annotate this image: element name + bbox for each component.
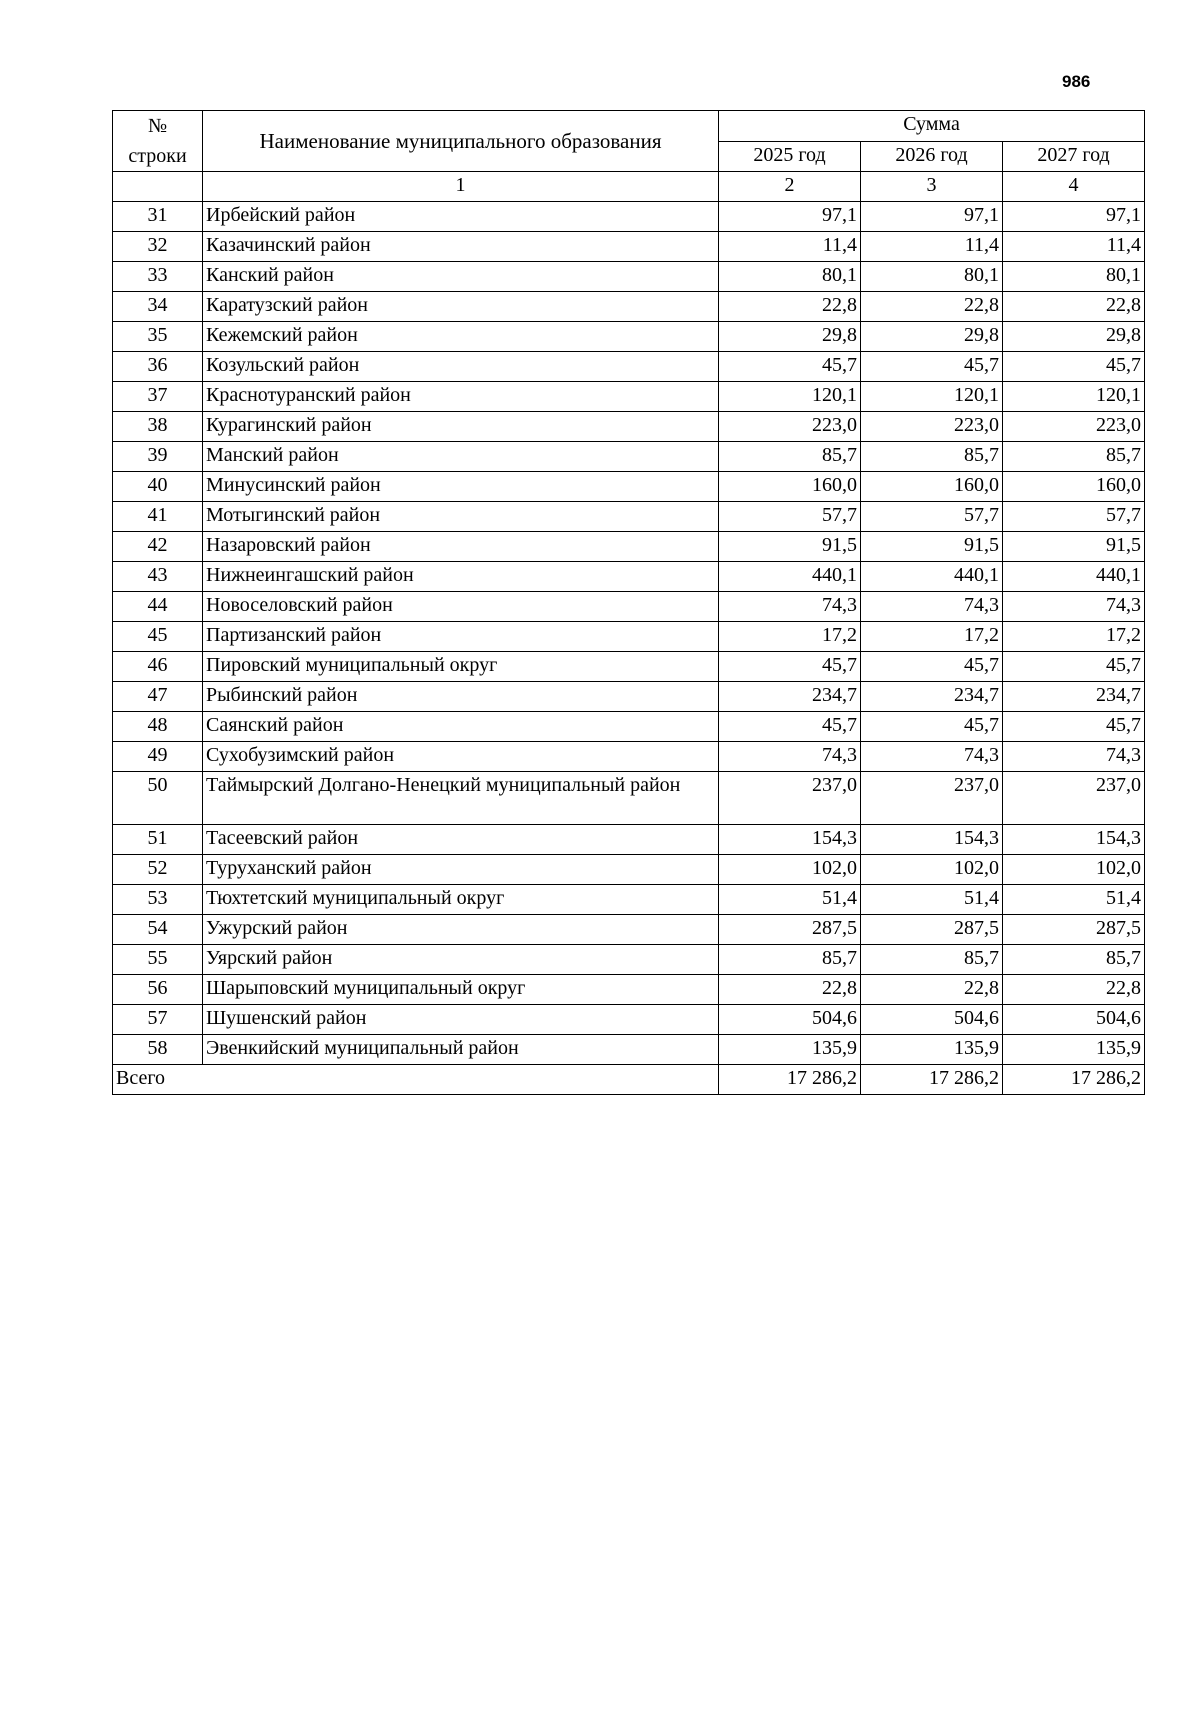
value-2025: 102,0: [719, 855, 861, 885]
table-row: [113, 442, 1145, 472]
table-row: [113, 232, 1145, 262]
column-number-2: 2: [719, 172, 861, 202]
table-row: [113, 885, 1145, 915]
municipality-name: Краснотуранский район: [203, 382, 719, 412]
value-2025: 11,4: [719, 232, 861, 262]
table-row: [113, 352, 1145, 382]
table-row: [113, 622, 1145, 652]
value-2026: 120,1: [861, 382, 1003, 412]
value-2027: 135,9: [1003, 1035, 1145, 1065]
value-2027: 29,8: [1003, 322, 1145, 352]
value-2027: 102,0: [1003, 855, 1145, 885]
value-2027: 51,4: [1003, 885, 1145, 915]
table-row: [113, 262, 1145, 292]
row-number: 51: [113, 825, 203, 855]
table-row: [113, 652, 1145, 682]
value-2027: 160,0: [1003, 472, 1145, 502]
total-value-2026: 17 286,2: [861, 1065, 1003, 1095]
municipality-name: Туруханский район: [203, 855, 719, 885]
municipality-name: Таймырский Долгано-Ненецкий муниципальный район: [203, 772, 719, 825]
year-header-2027: 2027 год: [1003, 141, 1145, 172]
municipality-name: Казачинский район: [203, 232, 719, 262]
table-row: [113, 592, 1145, 622]
table-row: [113, 292, 1145, 322]
municipality-name: Уярский район: [203, 945, 719, 975]
table-row: [113, 772, 1145, 825]
municipality-name: Минусинский район: [203, 472, 719, 502]
municipality-name: Козульский район: [203, 352, 719, 382]
value-2026: 74,3: [861, 592, 1003, 622]
value-2025: 22,8: [719, 975, 861, 1005]
municipality-name: Курагинский район: [203, 412, 719, 442]
value-2027: 45,7: [1003, 352, 1145, 382]
municipality-name: Партизанский район: [203, 622, 719, 652]
column-number-1: 1: [203, 172, 719, 202]
municipality-name: Ирбейский район: [203, 202, 719, 232]
value-2026: 102,0: [861, 855, 1003, 885]
value-2026: 51,4: [861, 885, 1003, 915]
year-header-2026: 2026 год: [861, 141, 1003, 172]
value-2025: 51,4: [719, 885, 861, 915]
table-row: [113, 855, 1145, 885]
row-number: 33: [113, 262, 203, 292]
table-row: [113, 412, 1145, 442]
budget-table: [112, 110, 1145, 1095]
value-2027: 17,2: [1003, 622, 1145, 652]
table-body: [113, 202, 1145, 1065]
total-row: [113, 1065, 1145, 1095]
municipality-name: Каратузский район: [203, 292, 719, 322]
municipality-name: Новоселовский район: [203, 592, 719, 622]
table-row: [113, 502, 1145, 532]
value-2027: 440,1: [1003, 562, 1145, 592]
value-2025: 120,1: [719, 382, 861, 412]
row-number: 55: [113, 945, 203, 975]
row-number: 39: [113, 442, 203, 472]
row-number: 36: [113, 352, 203, 382]
value-2027: 287,5: [1003, 915, 1145, 945]
total-value-2027: 17 286,2: [1003, 1065, 1145, 1095]
municipality-name: Канский район: [203, 262, 719, 292]
value-2027: 504,6: [1003, 1005, 1145, 1035]
municipality-name: Мотыгинский район: [203, 502, 719, 532]
value-2026: 80,1: [861, 262, 1003, 292]
value-2027: 74,3: [1003, 592, 1145, 622]
value-2026: 237,0: [861, 772, 1003, 825]
table-row: [113, 322, 1145, 352]
value-2026: 504,6: [861, 1005, 1003, 1035]
row-number: 44: [113, 592, 203, 622]
municipality-name: Кежемский район: [203, 322, 719, 352]
value-2027: 91,5: [1003, 532, 1145, 562]
value-2025: 45,7: [719, 352, 861, 382]
value-2025: 234,7: [719, 682, 861, 712]
value-2026: 85,7: [861, 945, 1003, 975]
value-2027: 74,3: [1003, 742, 1145, 772]
row-number: 40: [113, 472, 203, 502]
municipality-name: Тюхтетский муниципальный округ: [203, 885, 719, 915]
value-2027: 80,1: [1003, 262, 1145, 292]
value-2027: 57,7: [1003, 502, 1145, 532]
row-number: 56: [113, 975, 203, 1005]
row-number: 35: [113, 322, 203, 352]
table-row: [113, 825, 1145, 855]
municipality-name: Ужурский район: [203, 915, 719, 945]
municipality-name: Шарыповский муниципальный округ: [203, 975, 719, 1005]
value-2027: 97,1: [1003, 202, 1145, 232]
municipality-name: Пировский муниципальный округ: [203, 652, 719, 682]
value-2025: 135,9: [719, 1035, 861, 1065]
value-2025: 237,0: [719, 772, 861, 825]
value-2027: 45,7: [1003, 712, 1145, 742]
row-number: 54: [113, 915, 203, 945]
row-number: 48: [113, 712, 203, 742]
total-value-2025: 17 286,2: [719, 1065, 861, 1095]
value-2027: 154,3: [1003, 825, 1145, 855]
row-number: 34: [113, 292, 203, 322]
value-2025: 29,8: [719, 322, 861, 352]
value-2025: 45,7: [719, 652, 861, 682]
value-2026: 234,7: [861, 682, 1003, 712]
value-2026: 45,7: [861, 352, 1003, 382]
value-2027: 22,8: [1003, 292, 1145, 322]
municipality-name: Рыбинский район: [203, 682, 719, 712]
column-number-3: 3: [861, 172, 1003, 202]
value-2026: 45,7: [861, 712, 1003, 742]
value-2026: 22,8: [861, 975, 1003, 1005]
row-number: 32: [113, 232, 203, 262]
row-number: 47: [113, 682, 203, 712]
value-2026: 22,8: [861, 292, 1003, 322]
total-label: Всего: [113, 1065, 719, 1095]
value-2025: 287,5: [719, 915, 861, 945]
row-number: 45: [113, 622, 203, 652]
table-row: [113, 945, 1145, 975]
value-2027: 237,0: [1003, 772, 1145, 825]
value-2027: 85,7: [1003, 442, 1145, 472]
value-2026: 223,0: [861, 412, 1003, 442]
municipality-name: Сухобузимский район: [203, 742, 719, 772]
row-number: 52: [113, 855, 203, 885]
table-row: [113, 562, 1145, 592]
table-row: [113, 202, 1145, 232]
value-2026: 97,1: [861, 202, 1003, 232]
value-2025: 223,0: [719, 412, 861, 442]
row-number: 49: [113, 742, 203, 772]
value-2025: 504,6: [719, 1005, 861, 1035]
page-number: 986: [1062, 72, 1091, 91]
value-2026: 29,8: [861, 322, 1003, 352]
municipality-name: Тасеевский район: [203, 825, 719, 855]
table-row: [113, 682, 1145, 712]
value-2025: 74,3: [719, 742, 861, 772]
value-2026: 45,7: [861, 652, 1003, 682]
value-2026: 57,7: [861, 502, 1003, 532]
value-2025: 160,0: [719, 472, 861, 502]
value-2025: 440,1: [719, 562, 861, 592]
value-2025: 154,3: [719, 825, 861, 855]
value-2025: 17,2: [719, 622, 861, 652]
value-2026: 440,1: [861, 562, 1003, 592]
value-2026: 135,9: [861, 1035, 1003, 1065]
row-number: 41: [113, 502, 203, 532]
row-number: 50: [113, 772, 203, 825]
sum-header: Сумма: [719, 111, 1145, 142]
value-2027: 11,4: [1003, 232, 1145, 262]
value-2027: 45,7: [1003, 652, 1145, 682]
value-2026: 85,7: [861, 442, 1003, 472]
value-2025: 85,7: [719, 442, 861, 472]
municipality-name: Шушенский район: [203, 1005, 719, 1035]
municipality-name: Саянский район: [203, 712, 719, 742]
row-number: 42: [113, 532, 203, 562]
column-number-blank: [113, 172, 203, 202]
municipality-name: Манский район: [203, 442, 719, 472]
table-row: [113, 382, 1145, 412]
value-2026: 17,2: [861, 622, 1003, 652]
row-number: 37: [113, 382, 203, 412]
row-number: 58: [113, 1035, 203, 1065]
row-number-header: [113, 111, 203, 172]
value-2025: 45,7: [719, 712, 861, 742]
value-2025: 85,7: [719, 945, 861, 975]
value-2026: 11,4: [861, 232, 1003, 262]
table-row: [113, 742, 1145, 772]
row-number-header-line2: строки: [128, 145, 187, 167]
table-row: [113, 712, 1145, 742]
row-number: 31: [113, 202, 203, 232]
table-row: [113, 472, 1145, 502]
value-2027: 120,1: [1003, 382, 1145, 412]
year-header-2025: 2025 год: [719, 141, 861, 172]
value-2026: 74,3: [861, 742, 1003, 772]
value-2026: 160,0: [861, 472, 1003, 502]
table-row: [113, 1005, 1145, 1035]
row-number: 43: [113, 562, 203, 592]
column-number-4: 4: [1003, 172, 1145, 202]
row-number: 53: [113, 885, 203, 915]
row-number: 46: [113, 652, 203, 682]
municipality-name: Назаровский район: [203, 532, 719, 562]
table-row: [113, 532, 1145, 562]
row-number: 57: [113, 1005, 203, 1035]
value-2025: 91,5: [719, 532, 861, 562]
value-2027: 234,7: [1003, 682, 1145, 712]
municipality-name-header: Наименование муниципального образования: [203, 111, 719, 172]
table-footer: [113, 1065, 1145, 1095]
value-2027: 22,8: [1003, 975, 1145, 1005]
value-2025: 22,8: [719, 292, 861, 322]
value-2026: 91,5: [861, 532, 1003, 562]
row-number-header-line1: №: [147, 115, 168, 137]
value-2025: 74,3: [719, 592, 861, 622]
value-2026: 287,5: [861, 915, 1003, 945]
row-number: 38: [113, 412, 203, 442]
municipality-name: Эвенкийский муниципальный район: [203, 1035, 719, 1065]
table-header: [113, 111, 1145, 202]
value-2027: 85,7: [1003, 945, 1145, 975]
value-2026: 154,3: [861, 825, 1003, 855]
table-row: [113, 1035, 1145, 1065]
value-2027: 223,0: [1003, 412, 1145, 442]
value-2025: 97,1: [719, 202, 861, 232]
table-row: [113, 975, 1145, 1005]
value-2025: 80,1: [719, 262, 861, 292]
value-2025: 57,7: [719, 502, 861, 532]
municipality-name: Нижнеингашский район: [203, 562, 719, 592]
table-row: [113, 915, 1145, 945]
